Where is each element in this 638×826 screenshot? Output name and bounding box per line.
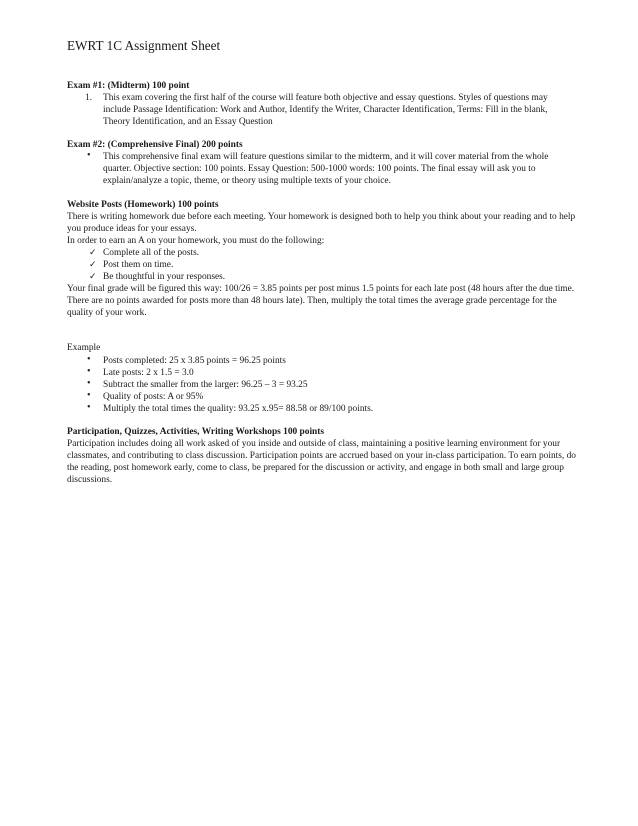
document-title: EWRT 1C Assignment Sheet [67,38,221,53]
list-item-text: Post them on time. [103,259,174,270]
bullet-icon: • [87,353,91,365]
website-heading: Website Posts (Homework) 100 points [67,199,219,210]
list-item [67,271,576,283]
example-list [67,355,576,415]
website-section [67,199,576,320]
list-item [67,403,576,415]
list-number: 1. [85,93,93,103]
list-item-text: Be thoughtful in your responses. [103,272,226,283]
website-checklist [67,247,576,283]
list-item [67,379,576,391]
bullet-icon: • [87,389,91,401]
list-item-text: This comprehensive final exam will feature questions similar to the midterm, and it will cover material from the whole quarter. Objective section: 100 points. Essay Question: 500-1000 words: 100 points. The final essay will ask you to explain/analyze a topic, theme, or theory using multiple texts of your choice. [103,152,549,187]
exam1-section [67,80,576,128]
exam2-heading: Exam #2: (Comprehensive Final) 200 points [67,140,243,151]
checkmark-icon: ✓ [89,272,97,283]
exam1-list [67,92,576,128]
bullet-icon: • [87,377,91,389]
list-item [67,355,576,367]
exam2-section [67,139,576,187]
list-item [67,259,576,271]
list-item-text: Subtract the smaller from the larger: 96.25 – 3 = 93.25 [103,379,308,390]
example-section [67,342,576,415]
exam1-heading: Exam #1: (Midterm) 100 point [67,81,190,91]
list-item [67,92,576,128]
checkmark-icon: ✓ [89,259,97,270]
checkmark-icon: ✓ [89,247,97,258]
list-item [67,247,576,259]
bullet-icon: • [87,365,91,377]
website-requirements: In order to earn an A on your homework, you must do the following: [67,235,325,246]
list-item-text: This exam covering the first half of the course will feature both objective and essay questions. Styles of questions may include Passage Identification: Work and Author, Identify the Writer, Character Identification, Terms: Fill in the blank, Theory Identification, and an Essay Question [103,93,548,128]
participation-section [67,426,576,486]
list-item-text: Multiply the total times the quality: 93.25 x.95= 88.58 or 89/100 points. [103,403,374,414]
list-item-text: Posts completed: 25 x 3.85 points = 96.25 points [103,355,286,366]
list-item-text: Complete all of the posts. [103,247,200,258]
example-label: Example [67,343,101,354]
participation-text: Participation includes doing all work asked of you inside and outside of class, maintaining a positive learning environment for your classmates, and contributing to class discussion. Participation points are accrued based on your in-class participation. To earn points, do the reading, post homework early, come to class, be prepared for the discussion or activity, and engage in both small and large group discussions. [67,438,576,486]
list-item-text: Late posts: 2 x 1.5 = 3.0 [103,367,194,378]
exam2-list [67,151,576,187]
participation-heading: Participation, Quizzes, Activities, Writing Workshops 100 points [67,426,325,437]
bullet-icon: • [87,150,91,162]
list-item [67,391,576,403]
list-item [67,367,576,379]
list-item [67,151,576,187]
bullet-icon: • [87,401,91,413]
website-intro: There is writing homework due before each meeting. Your homework is designed both to help you think about your reading and to help you produce ideas for your essays. [67,211,576,234]
list-item-text: Quality of posts: A or 95% [103,391,204,402]
grade-explanation: Your final grade will be figured this way: 100/26 = 3.85 points per post minus 1.5 points for each late post (48 hours after the due time. There are no points awarded for posts more than 48 hours late). Then, multiply the total times the average grade percentage for the quality of your work. [67,284,575,319]
